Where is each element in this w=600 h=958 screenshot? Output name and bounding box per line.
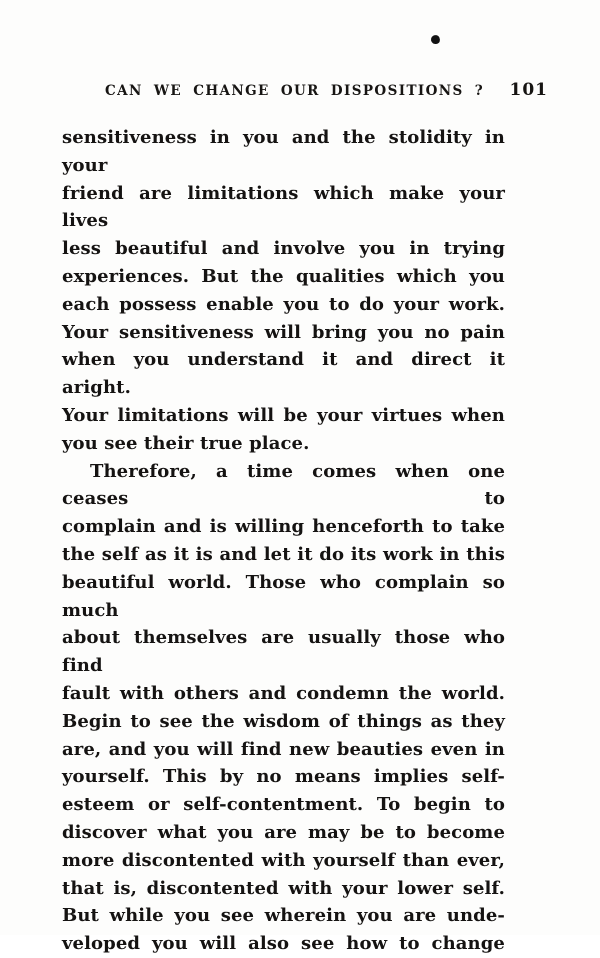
text-line: yourself. This by no means implies self- — [62, 766, 505, 788]
text-line: that is, discontented with your lower self. — [62, 877, 505, 899]
text-line: Begin to see the wisdom of things as they — [62, 710, 505, 732]
text-line: each possess enable you to do your work. — [62, 293, 505, 315]
text-line: more discontented with yourself than ever, — [62, 849, 505, 871]
text-line: fault with others and condemn the world. — [62, 682, 505, 704]
text-line: you see their true place. — [62, 432, 310, 454]
text-line: esteem or self-contentment. To begin to — [62, 794, 505, 816]
running-header — [62, 0, 548, 100]
text-line: less beautiful and involve you in trying — [62, 238, 505, 260]
running-header-title: CAN WE CHANGE OUR DISPOSITIONS ? — [105, 83, 485, 99]
text-line: Therefore, a time comes when one ceases to — [62, 460, 505, 510]
text-line: complain and is willing henceforth to take — [62, 516, 505, 538]
text-line: Your limitations will be your virtues when — [62, 404, 505, 426]
page-number: 101 — [509, 80, 548, 100]
paragraph-2 — [62, 458, 505, 958]
text-line: about themselves are usually those who find — [62, 627, 505, 677]
text-line: sensitiveness in you and the stolidity in your — [62, 127, 505, 176]
text-line: friend are limitations which make your lives — [62, 182, 505, 232]
text-line: experiences. But the qualities which you — [62, 265, 505, 287]
text-line: beautiful world. Those who complain so much — [62, 571, 505, 621]
page-text — [62, 124, 505, 958]
text-line: Your sensitiveness will bring you no pain — [62, 321, 505, 343]
text-line: when you understand it and direct it aright. — [62, 349, 505, 399]
text-line: But while you see wherein you are unde- — [62, 905, 505, 927]
text-line: veloped you will also see how to change — [62, 933, 505, 955]
paragraph-1 — [62, 124, 505, 458]
text-line: discover what you are may be to become — [62, 821, 505, 843]
text-line: are, and you will find new beauties even in — [62, 738, 505, 760]
text-line: the self as it is and let it do its work in this — [62, 543, 505, 565]
